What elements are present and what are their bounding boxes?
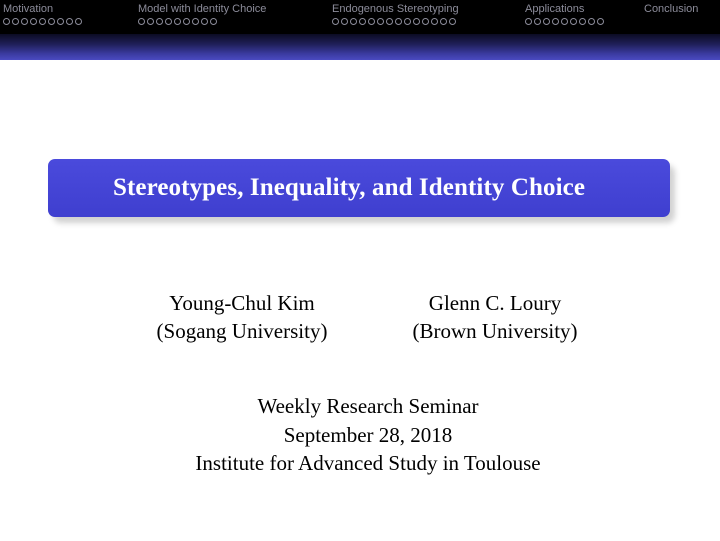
nav-dots-endogenous — [332, 18, 456, 26]
nav-slide-dot[interactable] — [341, 18, 348, 25]
nav-slide-dot[interactable] — [413, 18, 420, 25]
nav-dots-applications — [525, 18, 604, 26]
nav-slide-dot[interactable] — [440, 18, 447, 25]
nav-slide-dot[interactable] — [147, 18, 154, 25]
event-venue: Institute for Advanced Study in Toulouse — [195, 451, 541, 475]
nav-slide-dot[interactable] — [183, 18, 190, 25]
nav-slide-dot[interactable] — [57, 18, 64, 25]
nav-slide-dot[interactable] — [431, 18, 438, 25]
nav-slide-dot[interactable] — [21, 18, 28, 25]
nav-slide-dot[interactable] — [30, 18, 37, 25]
nav-slide-dot[interactable] — [422, 18, 429, 25]
nav-slide-dot[interactable] — [404, 18, 411, 25]
nav-slide-dot[interactable] — [201, 18, 208, 25]
nav-slide-dot[interactable] — [192, 18, 199, 25]
author-1 — [132, 289, 352, 345]
nav-slide-dot[interactable] — [12, 18, 19, 25]
nav-slide-dot[interactable] — [66, 18, 73, 25]
nav-slide-dot[interactable] — [174, 18, 181, 25]
nav-slide-dot[interactable] — [534, 18, 541, 25]
nav-slide-dot[interactable] — [552, 18, 559, 25]
nav-slide-dot[interactable] — [597, 18, 604, 25]
author-2 — [385, 289, 605, 345]
event-info — [0, 392, 720, 478]
nav-slide-dot[interactable] — [165, 18, 172, 25]
nav-slide-dot[interactable] — [449, 18, 456, 25]
author-1-name: Young-Chul Kim — [169, 291, 315, 315]
nav-slide-dot[interactable] — [543, 18, 550, 25]
nav-slide-dot[interactable] — [210, 18, 217, 25]
nav-slide-dot[interactable] — [561, 18, 568, 25]
nav-slide-dot[interactable] — [75, 18, 82, 25]
nav-slide-dot[interactable] — [368, 18, 375, 25]
nav-dots-model — [138, 18, 217, 26]
nav-slide-dot[interactable] — [377, 18, 384, 25]
event-name: Weekly Research Seminar — [257, 394, 479, 418]
author-2-affiliation: (Brown University) — [412, 319, 578, 343]
nav-slide-dot[interactable] — [579, 18, 586, 25]
nav-slide-dot[interactable] — [588, 18, 595, 25]
nav-section-applications[interactable]: Applications — [525, 3, 585, 15]
nav-section-endogenous[interactable]: Endogenous Stereotyping — [332, 3, 459, 15]
nav-slide-dot[interactable] — [350, 18, 357, 25]
nav-slide-dot[interactable] — [48, 18, 55, 25]
nav-slide-dot[interactable] — [570, 18, 577, 25]
nav-slide-dot[interactable] — [395, 18, 402, 25]
slide-title: Stereotypes, Inequality, and Identity Choice — [112, 174, 586, 201]
navigation-bar — [0, 0, 720, 34]
nav-slide-dot[interactable] — [3, 18, 10, 25]
nav-section-motivation[interactable]: Motivation — [3, 3, 54, 15]
nav-slide-dot[interactable] — [138, 18, 145, 25]
header-gradient — [0, 34, 720, 60]
nav-slide-dot[interactable] — [39, 18, 46, 25]
nav-slide-dot[interactable] — [156, 18, 163, 25]
nav-slide-dot[interactable] — [386, 18, 393, 25]
author-2-name: Glenn C. Loury — [428, 291, 562, 315]
nav-dots-motivation — [3, 18, 82, 26]
title-block — [48, 159, 670, 217]
event-date: September 28, 2018 — [283, 422, 453, 447]
nav-section-conclusion[interactable]: Conclusion — [644, 3, 699, 15]
nav-slide-dot[interactable] — [359, 18, 366, 25]
nav-slide-dot[interactable] — [332, 18, 339, 25]
nav-section-model[interactable]: Model with Identity Choice — [138, 3, 267, 15]
author-1-affiliation: (Sogang University) — [156, 319, 328, 343]
nav-slide-dot[interactable] — [525, 18, 532, 25]
